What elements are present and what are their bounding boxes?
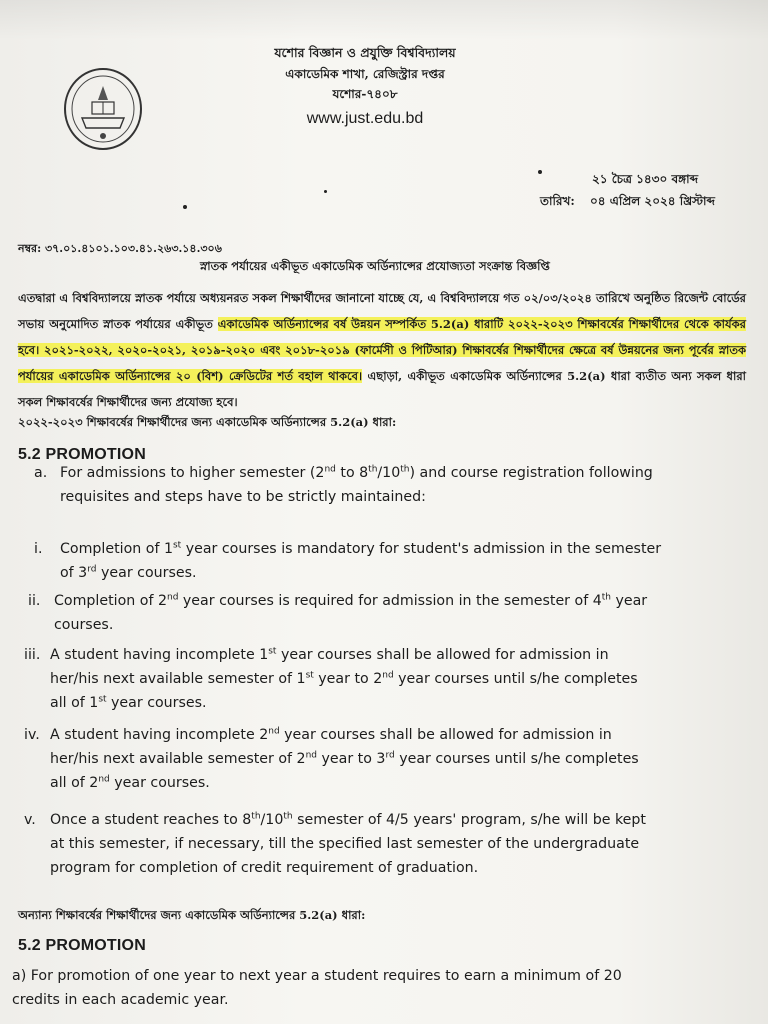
superscript: th — [368, 464, 378, 475]
item-text: all of 2 — [50, 775, 99, 791]
notice-body — [18, 285, 746, 415]
clause-a — [34, 461, 754, 509]
item-marker: ii. — [28, 593, 41, 609]
superscript: th — [283, 811, 293, 822]
superscript: st — [305, 670, 314, 681]
list-item-v — [24, 808, 754, 880]
superscript: nd — [324, 464, 336, 475]
superscript: th — [251, 811, 261, 822]
item-text: year courses is mandatory for student's admission in the semester — [181, 541, 662, 557]
superscript: nd — [166, 592, 179, 603]
clause-text: requisites and steps have to be strictly maintained: — [60, 489, 426, 505]
superscript: rd — [87, 564, 97, 575]
date-label: তারিখ: — [540, 194, 575, 208]
list-item-iv — [24, 723, 754, 795]
date-block — [540, 168, 715, 212]
item-text: her/his next available semester of 1 — [50, 671, 306, 687]
item-text: year courses. — [109, 775, 210, 791]
clause-text: For admissions to higher semester (2 — [60, 465, 325, 481]
clause-marker: a. — [34, 465, 48, 481]
item-text: year courses until s/he completes — [393, 671, 638, 687]
item-text: year courses. — [106, 695, 207, 711]
item-text: Completion of 2 — [54, 593, 167, 609]
clause-text: a) For promotion of one year to next year a student requires to earn a minimum of 20 — [12, 968, 622, 984]
list-item-ii — [28, 589, 754, 637]
item-text: /10 — [260, 812, 284, 828]
superscript: nd — [382, 670, 394, 681]
item-marker: iv. — [24, 727, 40, 743]
superscript: st — [172, 540, 182, 551]
list-item-iii — [24, 643, 754, 715]
university-seal-logo — [62, 66, 144, 152]
city-postcode: যশোর-৭৪০৮ — [332, 87, 398, 101]
section2-clause-a — [12, 964, 757, 1012]
letterhead — [235, 42, 495, 132]
item-text: year courses is required for admission in the semester of 4 — [178, 593, 602, 609]
superscript: nd — [98, 774, 110, 785]
notice-subject: স্নাতক পর্যায়ের একীভূত একাডেমিক অর্ডিন্যান্সের প্রযোজ্যতা সংক্রান্ত বিজ্ঞপ্তি — [200, 259, 550, 273]
website-url: www.just.edu.bd — [306, 110, 424, 127]
english-date: ০৪ এপ্রিল ২০২৪ খ্রিস্টাব্দ — [590, 194, 715, 208]
page-shadow — [0, 0, 768, 40]
item-text: year courses. — [96, 565, 197, 581]
item-text: year to 2 — [313, 671, 383, 687]
superscript: th — [400, 464, 410, 475]
notice-text: এছাড়া, একীভূত একাডেমিক অর্ডিন্যান্সের 5.2(a) ধারা ব্যতীত অন্য সকল ধারা সকল শিক্ষাবর্ষের শিক্ষার্থীদের জন্য প্রযোজ্য হবে। — [18, 369, 747, 409]
highlighted-text: একাডেমিক অর্ডিন্যান্সের বর্ষ উন্নয়ন সম্পর্কিত 5.2(a) ধারাটি ২০২২-২০২৩ শিক্ষাবর্ষের শিক্ষার্থীদের থেকে কার্যকর হবে। ২০২১-২০২২, ২০২০-২০২১, ২০১৯-২০২০ এবং ২০১৮-২০১৯ (ফার্মেসী ও পিটিআর) শিক্ষাবর্ষের শিক্ষার্থীদের ক্ষেত্রে বর্ষ উন্নয়নের জন্য পূর্বের স্নাতক পর্যায়ের একাডেমিক অর্ডিন্যান্সের ২০ (বিশ) ক্রেডিটের শর্ত বহাল থাকবে। — [18, 317, 747, 383]
university-name: যশোর বিজ্ঞান ও প্রযুক্তি বিশ্ববিদ্যালয় — [274, 45, 456, 60]
item-text: her/his next available semester of 2 — [50, 751, 306, 767]
item-marker: v. — [24, 812, 36, 828]
superscript: nd — [305, 750, 317, 761]
item-text: at this semester, if necessary, till the specified last semester of the undergraduate — [50, 836, 640, 852]
item-text: year — [610, 593, 648, 609]
section1-intro: ২০২২-২০২৩ শিক্ষাবর্ষের শিক্ষার্থীদের জন্য একাডেমিক অর্ডিন্যান্সের 5.2(a) ধারা: — [18, 415, 397, 429]
item-text: of 3 — [60, 565, 88, 581]
scan-speck — [183, 205, 187, 209]
item-text: year to 3 — [316, 751, 386, 767]
bangla-date: ২১ চৈত্র ১৪৩০ বঙ্গাব্দ — [592, 172, 698, 186]
office-name: একাডেমিক শাখা, রেজিস্ট্রার দপ্তর — [285, 67, 445, 81]
item-text: courses. — [54, 617, 114, 633]
clause-text: /10 — [377, 465, 401, 481]
item-text: Completion of 1 — [60, 541, 173, 557]
item-text: year courses until s/he completes — [394, 751, 639, 767]
item-text: Once a student reaches to 8 — [50, 812, 252, 828]
superscript: st — [98, 694, 107, 705]
section2-intro: অন্যান্য শিক্ষাবর্ষের শিক্ষার্থীদের জন্য একাডেমিক অর্ডিন্যান্সের 5.2(a) ধারা: — [18, 908, 366, 922]
superscript: nd — [268, 726, 280, 737]
item-text: year courses shall be allowed for admission in — [279, 727, 612, 743]
item-text: all of 1 — [50, 695, 99, 711]
item-text: program for completion of credit requirement of graduation. — [50, 860, 479, 876]
superscript: th — [601, 592, 611, 603]
clause-text: ) and course registration following — [409, 465, 653, 481]
item-text: A student having incomplete 2 — [50, 727, 269, 743]
superscript: rd — [385, 750, 395, 761]
memo-number: নম্বর: ৩৭.০১.৪১০১.১০৩.৪১.২৬৩.১৪.৩০৬ — [18, 242, 222, 255]
section2-title: 5.2 PROMOTION — [18, 937, 146, 954]
item-text: semester of 4/5 years' program, s/he will be kept — [292, 812, 646, 828]
item-marker: iii. — [24, 647, 41, 663]
notice-text: এতদ্বারা এ বিশ্ববিদ্যালয়ে স্নাতক পর্যায়ে অধ্যয়নরত সকল শিক্ষার্থীদের জানানো যাচ্ছে যে, এ বিশ্ববিদ্যালয়ে গত ০২/০৩/২০২৪ তারিখে অনুষ্ঠিত রিজেন্ট বোর্ডের সভায় অনুমোদিত স্নাতক পর্যায়ের একীভূত — [18, 291, 746, 331]
item-marker: i. — [34, 541, 43, 557]
superscript: st — [268, 646, 277, 657]
clause-text: to 8 — [335, 465, 369, 481]
section1-title: 5.2 PROMOTION — [18, 446, 146, 463]
item-text: A student having incomplete 1 — [50, 647, 269, 663]
scan-speck — [324, 190, 327, 193]
list-item-i — [34, 537, 754, 585]
clause-text: credits in each academic year. — [12, 992, 229, 1008]
item-text: year courses shall be allowed for admission in — [276, 647, 609, 663]
